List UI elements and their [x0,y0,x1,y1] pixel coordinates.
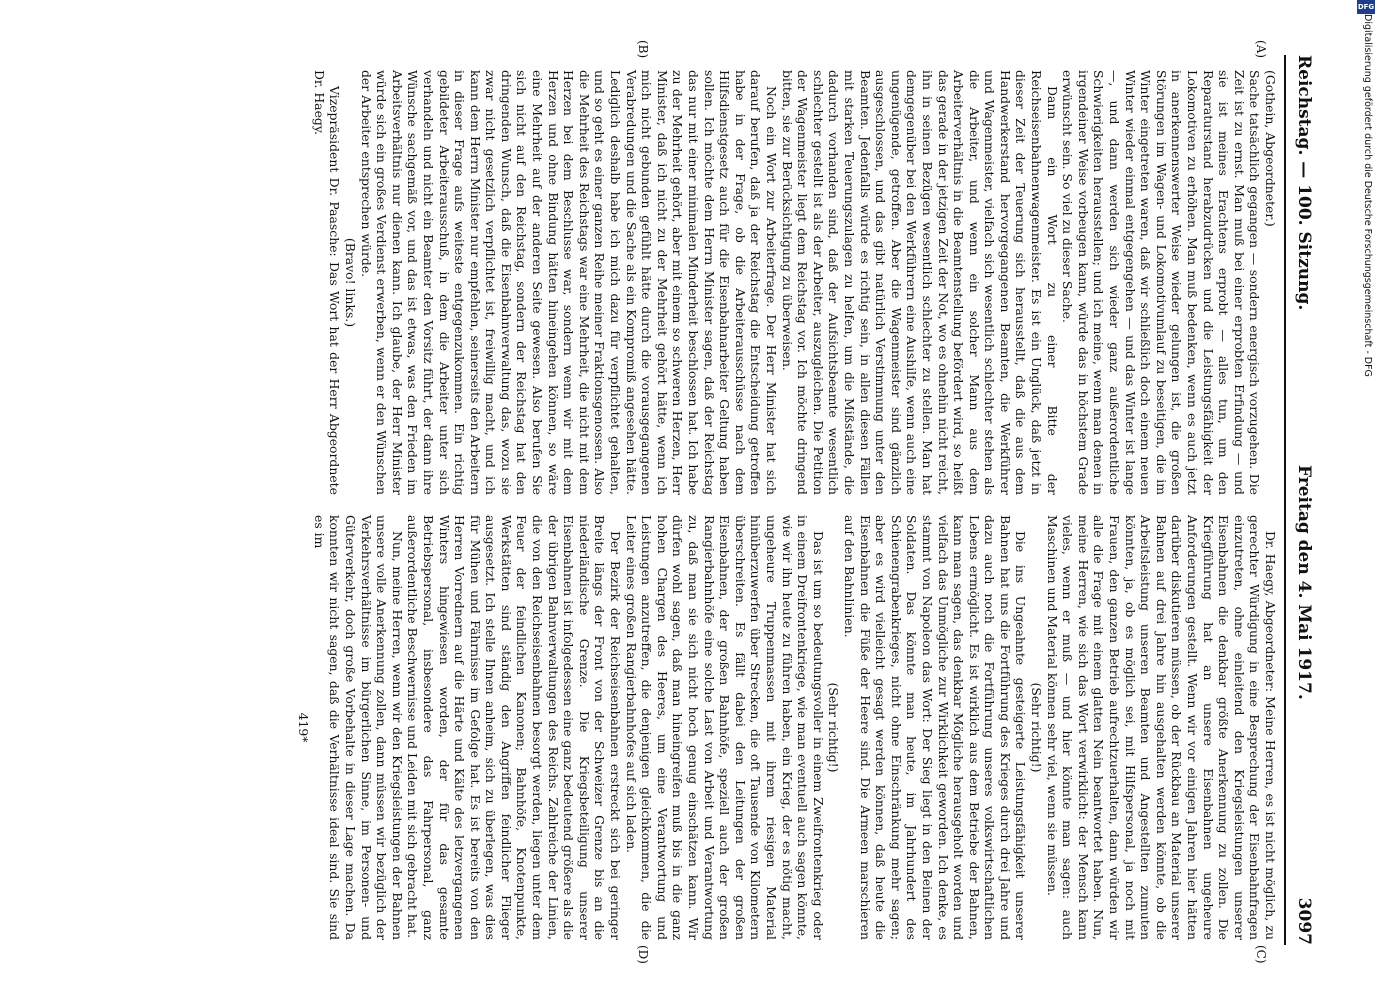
signature-mark: 419* [296,712,312,743]
right-paragraph: Der Bezirk der Reichseisenbahnen erstreckt sich bei geringer Breite längs der Front von der Schweizer Grenze bis an die niederländische Grenze. Die Kriegsbeteiligung unserer Eisenbahnen ist infolgedessen eine ganz bedeutend größere als die der übrigen Bahnverwaltungen des Reichs. Zahlreiche der Linien, die von den Reichseisenbahnen besorgt werden, liegen unter dem Feuer der feindlichen Kanonen; Bahnhöfe, Knotenpunkte, Werkstätten sind ständig den Angriffen feindlicher Flieger ausgesetzt. Ich stelle Ihnen anheim, sich zu überlegen, was dies für Mühen und Fährnisse im Gefolge hat. Es ist bereits von den Herren Vorrednern auf die Härte und Kälte des letzvergangenen Winters hingewiesen worden, der für das gesamte Betriebspersonal, insbesondere das Fahrpersonal, ganz außerordentliche Beschwernisse und Leiden mit sich gebracht hat. [405,515,624,940]
digitization-note: Digitalisierung gefördert durch die Deutsche Forschungsgemeinschaft - DFG [1362,14,1373,377]
dfg-logo: DFG [1357,0,1375,14]
header-date: Freitag den 4. Mai 1917. [1294,465,1314,700]
left-column [311,70,1278,495]
left-paragraph: Sache tatsächlich gegangen — sondern energisch vorzugehen. Die Zeit ist zu ernst. Man muß bei einer erprobten Erfindung — und sie ist meines Erachtens erprobt — alles tun, um den Reparaturstand herabzudrücken und die Leistungsfähigkeit der Lokomotiven zu erhöhen. Man muß bedenken, wenn es auch jetzt in anerkennenswerter Weise wieder gelungen ist, die großen Störungen im Wagen- und Lokomotivumlauf zu beseitigen, die im Winter eingetreten waren, daß wir schließlich doch einem neuen Winter wieder einmal entgegengehen — und das Winter ist lange —, und dann werden sich wieder ganz außerordentliche Schwierigkeiten herausstellen; und ich meine, wenn man denen in irgendeiner Weise vorbeugen kann, würde das in höchstem Grade erwünscht sein. So viel zu dieser Sache. [1060,70,1263,495]
left-paragraph: Noch ein Wort zur Arbeiterfrage. Der Herr Minister hat sich darauf berufen, daß ja der Reichstag die Entscheidung getroffen habe in der Frage, ob die Arbeiterausschüsse nach dem Hilfsdienstgesetz auch für die Eisenbahnarbeiter Geltung haben sollen. Ich möchte dem Herrn Minister sagen, daß der Reichstag das nur mit einer minimalen Minderheit beschlossen hat. Ich habe zu der Mehrheit gehört, aber mit einem so schweren Herzen, Herr Minister, daß ich nicht zu der Mehrheit gehört hätte, wenn ich mich nicht gebunden gefühlt hätte durch die vorausgegangenen Verabredungen und die Sache als ein Kompromiß angesehen hätte. Lediglich deshalb habe ich mich dazu für verpflichtet gehalten, und so geht es einer ganzen Reihe meiner Fraktionsgenossen. Also die Mehrheit des Reichstags war eine Mehrheit, die nicht mit dem Herzen bei dem Beschlusse war, sondern wenn wir mit dem Herzen und ohne Bindung hätten hineingehen können, so wäre eine Mehrheit auf der anderen Seite gewesen. Also berufen Sie sich nicht auf den Reichstag, sondern der Reichstag hat den dringenden Wunsch, daß die Eisenbahnverwaltung das, wozu sie zwar nicht gesetzlich verpflichtet ist, freiwillig macht, und ich kann dem Herrn Minister nur empfehlen, seinerseits den Arbeitern in dieser Frage aufs weiteste entgegenzukommen. Ein richtig gebildeter Arbeiterausschuß, in dem die Arbeiter unter sich verhandeln und nicht ein Beamter den Vorsitz führt, der dann ihre Wünsche sachgemäß vor, und das ist etwas, was den Frieden im Arbeitsverhältnis nur dienen kann. Ich glaube, der Herr Minister würde sich ein großes Verdienst erwerben, wenn er den Wünschen der Arbeiter entsprechen würde. [358,70,779,495]
left-paragraph: Dann ein Wort zu einer Bitte der Reichseisenbahnenwagenmeister. Es ist ein Unglück, daß jetzt in dieser Zeit der Teuerung sich herausstellt, daß die aus dem Handwerkerstand hervorgegangenen Beamten, die Werkführer und Wagenmeister, vielfach sich wesentlich schlechter stehen als die Arbeiter, und wenn ein solcher Mann aus dem Arbeiterverhältnis in die Beamtenstellung befördert wird, so heißt das gerade in der jetzigen Zeit der Not, wo es ohnehin nicht reicht, ihn in seinen Bezügen wesentlich schlechter zu stellen. Man hat demgegenüber bei den Werkführern eine Aushilfe, wenn auch eine ungenügende, getroffen. Aber die Wagenmeister sind gänzlich ausgeschlossen, und das gibt natürlich Verstimmung unter den Beamten. Jedenfalls würde es richtig sein, in allen diesen Fällen mit starken Teuerungszulagen zu helfen, um die Mißstände, die dadurch vorhanden sind, daß der Aufsichtsbeamte wesentlich schlechter gestellt ist als der Arbeiter, auszugleichen. Die Petition der Wagenmeister liegt dem Reichstag vor. Ich möchte dringend bitten, sie zur Berücksichtigung zu überweisen. [779,70,1060,495]
margin-b: (B) [636,40,650,59]
page-header [1284,55,1320,945]
interjection: (Sehr richtig!) [1029,682,1045,773]
page-number: 3097 [1294,897,1314,945]
right-paragraph: Dr. Haegy, Abgeordneter: Meine Herren, es ist nicht möglich, zu gerechter Würdigung in eine Besprechung der Eisenbahnfragen einzutreten, ohne einleitend den Kriegsleistungen unserer Eisenbahnen die denkbar größte Anerkennung zu zollen. Die Kriegführung hat an unsere Eisenbahnen ungeheure Anforderungen gestellt. Wenn wir vor einigen Jahren hier hätten darüber diskutieren müssen, ob der Rückbau an Material unserer Bahnen auf drei Jahre hin ausgehalten werden könnte, ob die Arbeitsleistung unseren Beamten und Angestellten zumuten könnten, ja, ob es möglich sei, mit Hilfspersonal, ja noch mit Frauen, den ganzen Betrieb aufrechtzuerhalten, dann würden wir alle die Frage mit einem glatten Nein beantwortet haben. Nun, meine Herren, wie sich das Wort verwirklicht: der Mensch kann vieles, wenn er muß — und hier könnte man sagen: auch Maschinen und Material können sehr viel, wenn sie müssen. [1044,515,1278,940]
speaker-head: (Gothein, Abgeordneter.) [1263,70,1278,227]
interjection: (Sehr richtig!) [826,682,842,773]
header-left: Reichstag. — 100. Sitzung. [1294,55,1314,311]
right-paragraph: Nun, meine Herren, wenn wir den Kriegsleistungen der Bahnen unsere volle Anerkennung zollen, dann müssen wir bezüglich der Verkehrsverhältnisse im bürgerlichen Sinne, im Personen- und Güterverkehr, doch große Vorbehalte in dieser Lage machen. Da konnten wir nicht sagen, daß die Verhältnisse ideal sind. Sie sind es im [311,515,405,940]
digitization-stamp [1355,0,1377,1000]
margin-a: (A) [1254,40,1268,59]
right-paragraph: Das ist um so bedeutungsvoller in einem Zweifrontenkrieg oder in einem Dreifrontenkriege, wie man eventuell auch sagen könnte, wie wir ihn heute zu führen haben, ein Krieg, der es nötig macht, ungeheure Truppenmassen mit ihrem riesigen Material hinüberzuwerfen über Strecken, die oft Tausende von Kilometern überschreiten. Es fällt dabei den Leitungen der großen Eisenbahnen, der großen Bahnhöfe, speziell auch der großen Rangierbahnhöfe eine solche Last von Arbeit und Verantwortung zu, daß man sie sich nicht hoch genug einschätzen kann. Wir dürfen wohl sagen, daß man hineingreifen muß bis in die ganz hohen Chargen des Heeres, um eine Verantwortung und Leistungen anzutreffen, die denjenigen gleichkommen, die die Leiter eines großen Rangierbahnhofes auf sich laden. [623,515,826,940]
right-paragraph: Die ins Ungeahnte gesteigerte Leistungsfähigkeit unserer Bahnen hat uns die Fortführung des Krieges durch drei Jahre und dazu auch noch die Fortführung unseres volkswirtschaftlichen Lebens ermöglicht. Es ist wirklich aus dem Betriebe der Bahnen, kann man sagen, das denkbar Mögliche herausgeholt worden und vielfach das Unmögliche zur Wirklichkeit geworden. Ich denke, es stammt von Napoleon das Wort: Der Sieg liegt in den Beinen der Soldaten. Das könnte man heute, im Jahrhundert des Schienengrabenkrieges, nicht ohne Einschränkung mehr sagen; aber es wird vielleicht gesagt werden können, daß heute die Eisenbahnen die Füße der Heere sind. Die Armeen marschieren auf den Bahnlinien. [841,515,1029,940]
margin-d: (D) [636,945,650,964]
right-column [296,515,1278,940]
applause: (Bravo! links.) [342,237,358,328]
vice-president-line: Vizepräsident Dr. Paasche: Das Wort hat der Herr Abgeordnete Dr. Haegy. [311,70,343,495]
margin-c: (C) [1254,945,1268,964]
